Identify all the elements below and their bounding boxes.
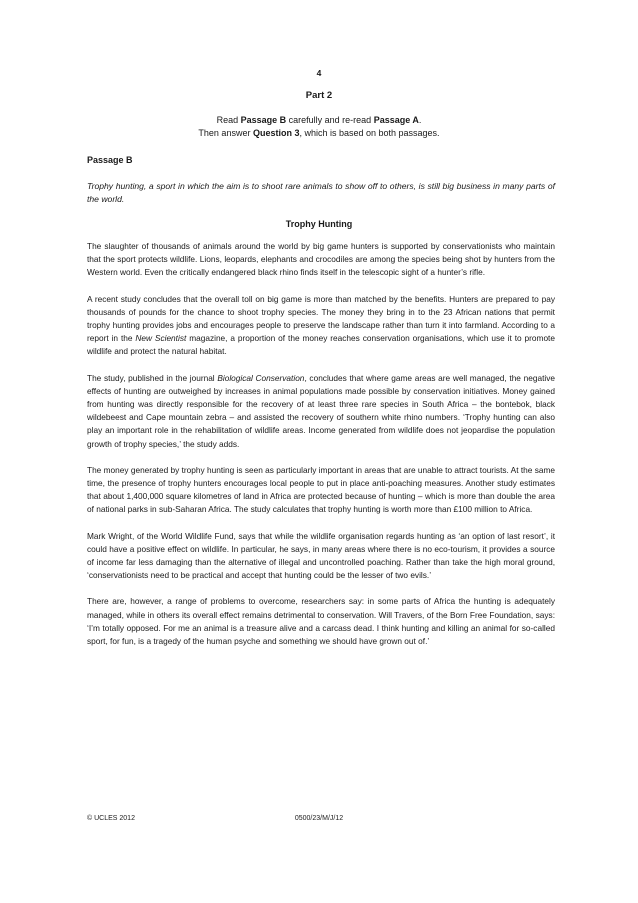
instruction-text: Then answer (198, 128, 253, 138)
publication-title: Biological Conservation (217, 372, 305, 383)
paragraph-4: The money generated by trophy hunting is seen as particularly important in areas that are unable to attract tourists. At the same time, the presence of trophy hunters encourages local people to put in place anti-poaching measures. Another study estimates that about 1,400,000 square kilometres of land in Africa are protected because of hunting – which is more than double the area of national parks in sub-Saharan Africa. The study calculates that trophy hunting is worth more than £100 million to Africa. (87, 464, 555, 515)
passage-label: Passage B (87, 155, 133, 165)
instructions (0, 114, 638, 140)
article-body (87, 240, 555, 661)
passage-a-ref: Passage A (373, 115, 419, 125)
footer-paper-code: 0500/23/M/J/12 (294, 815, 344, 822)
instruction-text: Read (216, 115, 241, 125)
paragraph-6: There are, however, a range of problems to overcome, researchers say: in some parts of Africa the hunting is adequately managed, while in others its overall effect remains detrimental to conservation. Will Travers, of the Born Free Foundation, says: ‘I’m totally opposed. For me an animal is a treasure alive and a carcass dead. I think hunting and killing an animal for so-called sport, for fun, is a tragedy of the human psyche and something we should have grown out of.’ (87, 596, 555, 647)
instruction-text: . (418, 115, 422, 125)
question-ref: Question 3 (252, 128, 300, 138)
footer-copyright: © UCLES 2012 (87, 815, 135, 822)
instruction-text: , which is based on both passages. (299, 128, 440, 138)
paragraph-2 (87, 293, 555, 359)
paragraph-text: , concludes that where game areas are well managed, the negative effects of hunting are outweighed by increases in animal populations made possible by conservation initiatives. Money gained from hunting was directly responsible for the recovery of at least three rare species in South Africa – the bontebok, black wildebeest and Cape mountain zebra – and assisted the recovery of southern white rhino numbers. ‘Trophy hunting can also play an important role in the rehabilitation of wildlife areas. Income generated from wildlife does not jeopardise the population growth of trophy species,’ the study adds. (87, 372, 555, 449)
publication-title: New Scientist (135, 333, 187, 344)
paragraph-text: A recent study concludes that the overall toll on big game is more than matched by the benefits. Hunters are prepared to pay thousands of pounds for the chance to shoot trophy species. The money they bring in to the 23 African nations that permit trophy hunting provides jobs and encourages people to preserve the landscape rather than turn it into farmland. According to a report in the (87, 293, 555, 344)
instruction-line-2 (0, 127, 638, 140)
article-title: Trophy Hunting (285, 219, 353, 229)
instruction-line-1 (0, 114, 638, 127)
page-number: 4 (316, 68, 322, 78)
paragraph-text: magazine, a proportion of the money reaches conservation organisations, which use it to promote wildlife and protect the natural habitat. (87, 333, 555, 357)
paragraph-1: The slaughter of thousands of animals around the world by big game hunters is supported by conservationists who maintain that the sport protects wildlife. Lions, leopards, elephants and crocodiles are among the species being shot by hunters from the Western world. Even the critically endangered black rhino finds itself in the telescopic sight of a hunter’s rifle. (87, 241, 555, 278)
instruction-text: carefully and re-read (286, 115, 374, 125)
part-heading: Part 2 (305, 90, 333, 101)
passage-intro: Trophy hunting, a sport in which the aim is to shoot rare animals to show off to others, is still big business in many parts of the world. (87, 181, 555, 204)
paragraph-3 (87, 372, 555, 451)
passage-b-ref: Passage B (240, 115, 287, 125)
paragraph-text: The study, published in the journal (87, 372, 218, 383)
paragraph-5: Mark Wright, of the World Wildlife Fund, says that while the wildlife organisation regards hunting as ‘an option of last resort’, it could have a positive effect on wildlife. In particular, he says, in many areas where there is no eco-tourism, it provides a source of income far less damaging than the alternative of illegal and uncontrolled poaching. Rather than take the high moral ground, ‘conservationists need to be practical and accept that hunting could be the lesser of two evils.’ (87, 530, 555, 581)
